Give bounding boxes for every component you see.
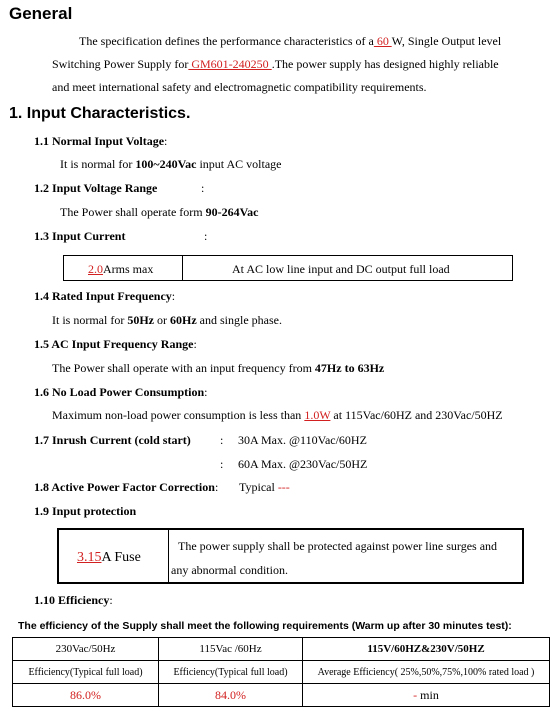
eff-average-value: [303, 684, 550, 707]
general-line2-post: .The power supply has designed highly reliable: [271, 57, 499, 71]
text-mid: or: [154, 313, 170, 327]
table-row: [13, 638, 550, 661]
section-1-5-colon: :: [193, 337, 197, 351]
section-1-1-label: 1.1 Normal Input Voltage: [34, 134, 165, 148]
text-post: at 115Vac/60HZ and 230Vac/50HZ: [330, 408, 503, 422]
section-1-5-text: [52, 361, 384, 376]
section-1-10-title: [34, 593, 113, 608]
section-1-6-title: [34, 385, 207, 400]
section-1-5-label: 1.5 AC Input Frequency Range: [34, 337, 194, 351]
header-115v: 115Vac /60Hz: [159, 638, 303, 661]
protection-desc-1: The power supply shall be protected against power line surges and: [178, 539, 498, 553]
text-pre: It is normal for: [52, 313, 128, 327]
general-line1-pre: The specification defines the performance characteristics of a: [79, 34, 374, 48]
voltage-range-value: 90-264Vac: [205, 205, 259, 219]
section-1-3-title: 1.3 Input Current: [34, 229, 126, 243]
text-post: input AC voltage: [196, 157, 282, 171]
freq-60: 60Hz: [170, 313, 197, 327]
subheader-230v: Efficiency(Typical full load): [13, 661, 159, 684]
inrush-230: 60A Max. @230Vac/50HZ: [238, 457, 368, 471]
general-line1-post: W, Single Output level: [391, 34, 502, 48]
subheader-115v: Efficiency(Typical full load): [159, 661, 303, 684]
section-1-5-title: [34, 337, 197, 352]
header-average: 115V/60HZ&230V/50HZ: [303, 638, 550, 661]
general-line-3: and meet international safety and electromagnetic compatibility requirements.: [52, 80, 427, 94]
section-1-2-title: 1.2 Input Voltage Range: [34, 181, 158, 195]
section-1-9-title: 1.9 Input protection: [34, 504, 137, 518]
fuse-value: 3.15: [77, 550, 102, 565]
efficiency-table: [12, 637, 550, 707]
section-1-4-colon: :: [171, 289, 176, 303]
table-row: [13, 684, 550, 707]
section-1-1-text: [60, 157, 281, 172]
general-line-2: [52, 57, 499, 72]
inrush-110: 30A Max. @110Vac/60HZ: [238, 433, 367, 447]
section-1-6-label: 1.6 No Load Power Consumption: [34, 385, 205, 399]
protection-desc-2: any abnormal condition.: [171, 563, 288, 577]
eff-average-min: min: [417, 687, 439, 702]
section-1-10-label: 1.10 Efficiency: [34, 593, 110, 607]
no-load-power-value: 1.0W: [304, 408, 331, 422]
input-current-desc: At AC low line input and DC output full load: [232, 262, 450, 276]
general-line-1: [79, 34, 501, 49]
model-number: GM601-240250: [188, 57, 272, 71]
voltage-value: 100~240Vac: [135, 157, 197, 171]
section-1-7-colon-2: :: [220, 457, 224, 471]
freq-range-value: 47Hz to 63Hz: [314, 361, 385, 375]
general-heading: General: [9, 4, 73, 23]
section-1-6-colon: :: [204, 385, 208, 399]
freq-50: 50Hz: [127, 313, 154, 327]
fuse-cell: [77, 550, 141, 566]
wattage-value: 60: [373, 34, 392, 48]
section-1-1-colon: :: [164, 134, 168, 148]
section-1-4-label: 1.4 Rated Input Frequency: [34, 289, 172, 303]
section-1-1-title: [34, 134, 167, 149]
efficiency-caption: The efficiency of the Supply shall meet the following requirements (Warm up after 30 minutes test):: [18, 620, 512, 632]
section-1-3-colon: :: [204, 229, 208, 243]
input-current-cell: [88, 262, 153, 277]
subheader-average: Average Efficiency( 25%,50%,75%,100% rated load ): [303, 661, 550, 684]
pfc-label: Typical: [239, 480, 278, 494]
section-1-7-title: 1.7 Inrush Current (cold start): [34, 433, 191, 447]
input-current-unit: Arms max: [103, 262, 154, 276]
text-pre: The Power shall operate with an input frequency from: [52, 361, 315, 375]
pfc-value: ---: [277, 480, 290, 494]
section-1-8-colon: :: [214, 480, 219, 494]
section-1-2-colon: :: [201, 181, 205, 195]
box-divider: [182, 256, 183, 280]
section-1-6-text: [52, 408, 503, 423]
input-current-value: 2.0: [88, 262, 103, 276]
section-1-4-title: [34, 289, 175, 304]
eff-115v-value: 84.0%: [159, 684, 303, 707]
section-1-8-label: 1.8 Active Power Factor Correction: [34, 480, 215, 494]
header-230v: 230Vac/50Hz: [13, 638, 159, 661]
input-heading: 1. Input Characteristics.: [9, 105, 191, 122]
text-pre: The Power shall operate form: [60, 205, 206, 219]
fuse-unit: A Fuse: [101, 550, 141, 565]
text-post: and single phase.: [196, 313, 282, 327]
eff-average-dash: -: [413, 687, 418, 702]
eff-230v-value: 86.0%: [13, 684, 159, 707]
pfc-text: [239, 480, 290, 495]
section-1-8-title: [34, 480, 218, 495]
section-1-7-colon-1: :: [220, 433, 224, 447]
box-divider: [168, 529, 169, 583]
general-line2-pre: Switching Power Supply for: [52, 57, 189, 71]
section-1-4-text: [52, 313, 282, 328]
table-row: [13, 661, 550, 684]
section-1-10-colon: :: [109, 593, 113, 607]
text-pre: It is normal for: [60, 157, 136, 171]
text-pre: Maximum non-load power consumption is less than: [52, 408, 305, 422]
section-1-2-text: [60, 205, 259, 220]
